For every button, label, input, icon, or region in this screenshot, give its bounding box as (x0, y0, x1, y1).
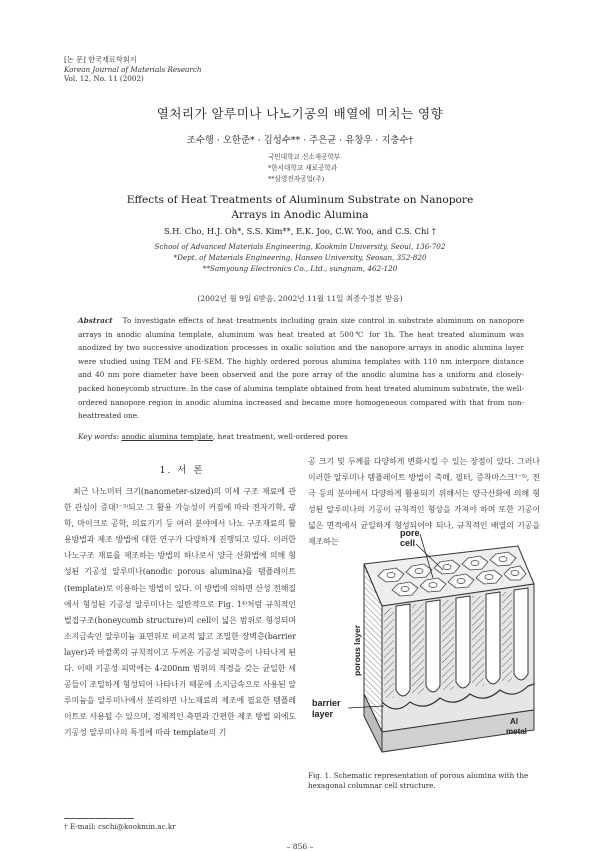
affiliation-en-3: **Samyoung Electronics Co., Ltd., sungnam, 462-120 (202, 264, 398, 274)
title-en-line-1: Effects of Heat Treatments of Aluminum Substrate on Nanopore (126, 194, 474, 206)
section-heading-introduction: 1. 서 론 (159, 465, 205, 476)
left-column (64, 484, 296, 742)
figure-porous-alumina (312, 524, 540, 760)
journal-name-ko: [논 문] 한국재료학회지 (64, 55, 137, 64)
journal-name-en: Korean Journal of Materials Research (64, 64, 202, 74)
label-al: Al (510, 717, 518, 726)
authors-korean: 조수행 · 오한준* · 김성수** · 주은균 · 유창우 · 지충수† (186, 135, 414, 146)
title-en-line-2: Arrays in Anodic Alumina (231, 209, 369, 221)
affiliation-en-1: School of Advanced Materials Engineering, Kookmin University, Seoul, 136-702 (154, 242, 446, 251)
label-metal: metal (506, 727, 527, 736)
affiliations-english (0, 241, 600, 275)
affiliation-ko-1: 국민대학교 신소재공학부 (268, 153, 341, 161)
journal-volume: Vol. 12, No. 11 (2002) (64, 74, 144, 84)
label-layer: layer (312, 709, 334, 719)
label-barrier: barrier (312, 698, 341, 708)
affiliation-en-2: *Dept. of Materials Engineering, Hanseo University, Seosan, 352-820 (173, 253, 427, 263)
keyword-first: anodic alumina template (121, 432, 213, 441)
porous-alumina-schematic (312, 524, 540, 760)
affiliations-korean (268, 152, 340, 186)
figure-caption: Fig. 1. Schematic representation of porous alumina with the hexagonal columnar cell structure. (308, 771, 529, 791)
authors-english: S.H. Cho, H.J. Oh*, S.S. Kim**, E.K. Joo, C.W. Yoo, and C.S. Chi † (164, 226, 436, 236)
intro-paragraph: 최근 나노미터 크기(nanometer-sized)의 미세 구조 재료에 관한 관심이 증대¹⁻³⁾되고 그 활용 가능성이 커짐에 따라 전자기학, 광학, 마이크로 공학, 의료기기 등 여러 분야에서 나노 구조재료의 활용방법과 제조 방법에 대한 연구가 다양하게 진행되고 있다. 이러한 나노구조 재료를 제조하는 방법의 하나로서 양극 산화법에 의해 형성된 기공성 알루미나(anodic porous alumina)를 템플레이트(template)로 이용하는 방법이 있다. 이 방법에 의하면 산성 전해질에서 형성된 기공성 알루미나는 일반적으로 Fig. 1⁴⁾처럼 규칙적인 벌집구조(honeycomb structure)의 cell이 넓은 범위로 형성되며 소지금속인 알루미늄 표면위로 비교적 얇고 조밀한 장벽층(barrier layer)과 바깥쪽의 규칙적이고 두꺼운 기공성 피막층이 나타나게 된다. 이때 기공성 피막에는 4-200nm 범위의 직경을 갖는 균일한 세공들이 조밀하게 형성되어 나타나기 때문에 소지금속으로 사용된 알루미늄을 알루미나에서 분리하면 나노재료의 제조에 필요한 템플레이트로 사용될 수 있으며, 경제적인 측면과 간편한 제조 방법 외에도 기공성 알루미나의 특징에 따라 template의 기 (64, 487, 296, 738)
right-paragraph: 공 크기 및 두께를 다양하게 변화시킬 수 있는 장점이 있다. 그러나 이러한 알루미나 템플레이트 방법이 촉매, 필터, 증착마스크³⁻⁵⁾, 전극 등의 분야에서 다양하게 활용되기 위해서는 양극산화에 의해 형성된 알루미나의 기공이 규칙적인 형상을 가져야 하며 또한 기공이 넓은 면적에서 균일하게 형성되어야 되나, 규칙적인 배열의 기공을 제조하는 (308, 457, 540, 547)
affiliation-ko-3: **삼영전자공업(주) (268, 175, 325, 184)
keywords-rest: , heat treatment, well-ordered pores (212, 432, 348, 441)
keywords: Key words: anodic alumina template, heat treatment, well-ordered pores (78, 432, 348, 441)
journal-header (64, 55, 202, 84)
corresponding-email: † E-mail: cschi@kookmin.ac.kr (64, 822, 176, 831)
abstract-label: Abstract (78, 316, 113, 325)
abstract (78, 314, 524, 423)
paper-title-english (0, 193, 600, 223)
label-pore: pore (400, 528, 420, 538)
keywords-label: Key words (78, 432, 117, 441)
label-porous-layer: porous layer (352, 624, 362, 676)
received-dates: (2002년 월 9일 6받음, 2002년 11월 11일 최종수정본 받음) (197, 294, 403, 303)
page-number: – 856 – (286, 842, 314, 851)
label-cell: cell (400, 538, 416, 548)
footnote-rule (64, 818, 134, 819)
abstract-text: To investigate effects of heat treatments including grain size control in substrate aluminum on nanopore arrays in anodic alumina template, aluminum was heat treated at 500℃ for 1h. The heat treated aluminum was anodized by two successive anodization processes in oxalic solution and the nanopore arrays in anodic alumina layer were studied using TEM and FE-SEM. The highly ordered porous alumina templates with 110 nm interpore distance and 40 nm pore diameter have been observed and the pore array of the anodic alumina has a uniform and closely-packed honeycomb structure. In the case of alumina template obtained from heat treated aluminum substrate, the well-ordered nanopore region in anodic alumina increased and became more homogeneous compared with that from non-heattreated one. (78, 316, 524, 421)
affiliation-ko-2: *한서대학교 재료공학과 (268, 164, 338, 173)
paper-title-korean: 열처리가 알루미나 나노기공의 배열에 미치는 영향 (156, 106, 444, 121)
